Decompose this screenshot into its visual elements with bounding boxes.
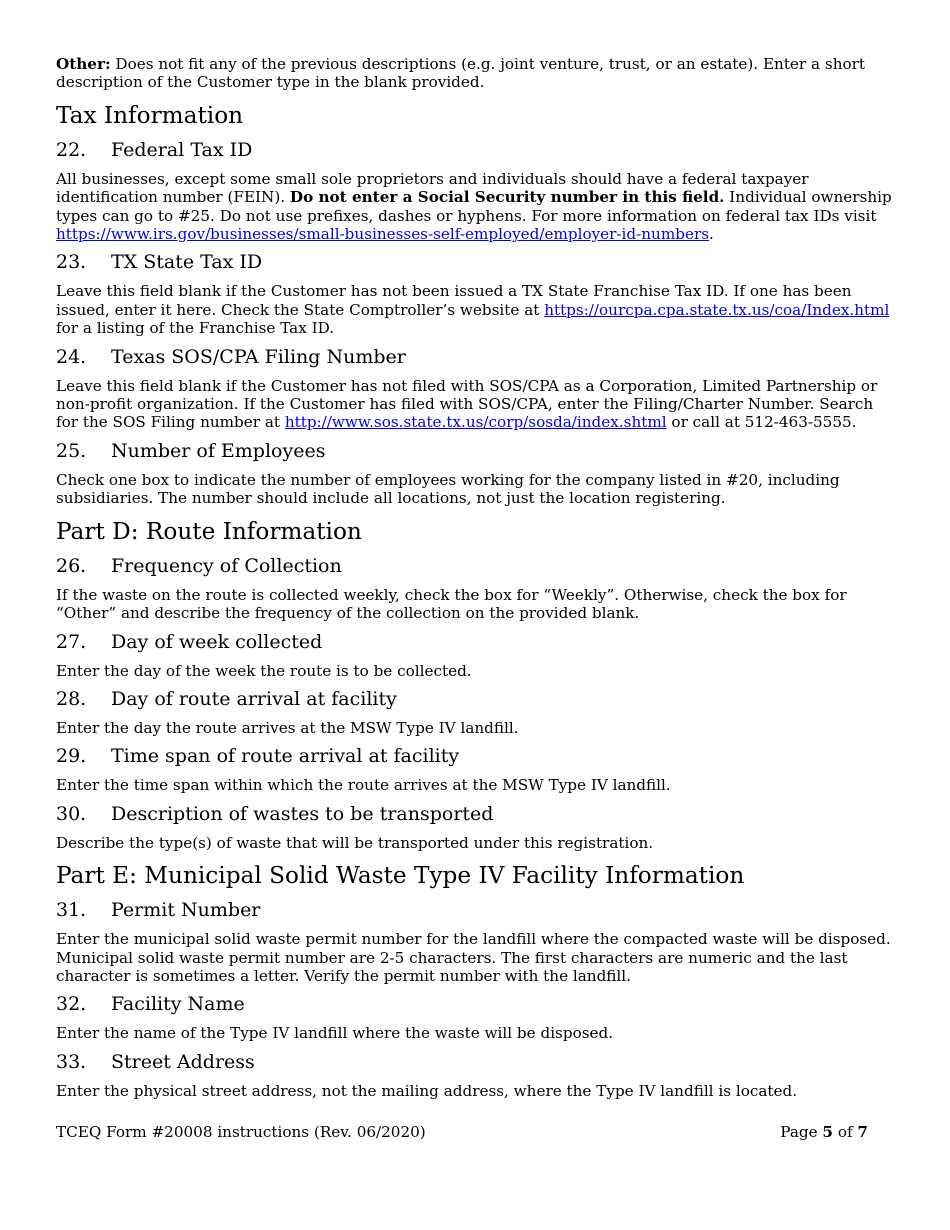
section-23-text-part2: for a listing of the Franchise Tax ID. [56,319,335,338]
section-25-title: Number of Employees [111,439,326,462]
section-24-number: 24. [56,345,87,368]
section-28-text: Enter the day the route arrives at the MSW Type IV landfill. [56,718,519,737]
section-24-title: Texas SOS/CPA Filing Number [111,345,406,368]
section-32-heading [56,992,896,1016]
irs-ein-link[interactable]: https://www.irs.gov/businesses/small-businesses-self-employed/employer-id-numbers [56,225,709,244]
part-d-heading: Part D: Route Information [56,517,362,545]
section-30-text: Describe the type(s) of waste that will be transported under this registration. [56,833,654,852]
section-32-number: 32. [56,993,87,1016]
section-26-title: Frequency of Collection [111,554,342,577]
section-23-text [56,282,896,337]
section-32-text: Enter the name of the Type IV landfill where the waste will be disposed. [56,1024,614,1043]
section-22-text [56,170,896,244]
section-22-text-part2: Individual ownership types can go to #25. Do not use prefixes, dashes or hyphens. For more information on federal tax IDs visit [56,188,892,225]
part-e-heading: Part E: Municipal Solid Waste Type IV Facility Information [56,862,745,890]
section-32-title: Facility Name [111,993,245,1016]
section-22-title: Federal Tax ID [111,138,253,161]
section-31-heading [56,898,896,922]
section-33-title: Street Address [111,1050,255,1073]
section-29-heading [56,744,896,768]
section-31-title: Permit Number [111,899,261,922]
section-24-text [56,377,896,432]
comptroller-link[interactable]: https://ourcpa.cpa.state.tx.us/coa/Index.html [544,300,890,319]
section-27-title: Day of week collected [111,630,323,653]
section-22-text-part3: . [709,225,714,244]
section-31-number: 31. [56,899,87,922]
section-33-text: Enter the physical street address, not the mailing address, where the Type IV landfill is located. [56,1081,798,1100]
footer-form-name: TCEQ Form #20008 instructions (Rev. 06/2020) [56,1123,426,1141]
intro-text: Does not fit any of the previous descriptions (e.g. joint venture, trust, or an estate). Enter a short description of the Customer type in the blank provided. [56,55,865,92]
sos-filing-link[interactable]: http://www.sos.state.tx.us/corp/sosda/index.shtml [284,413,667,432]
section-23-text-part1: Leave this field blank if the Customer has not been issued a TX State Franchise Tax ID. If one has been issued, enter it here. Check the State Comptroller’s website at [56,282,852,319]
page-footer [56,1122,868,1142]
intro-bold: Other: [56,55,111,73]
section-25-heading [56,439,896,463]
section-31-text: Enter the municipal solid waste permit number for the landfill where the compacted waste will be disposed. Municipal solid waste permit number are 2-5 characters. The first characters are numeric and the last character is sometimes a letter. Verify the permit number with the landfill. [56,930,891,985]
footer-page-of: of [833,1123,858,1141]
section-27-number: 27. [56,630,87,653]
section-30-title: Description of wastes to be transported [111,802,494,825]
section-29-text: Enter the time span within which the route arrives at the MSW Type IV landfill. [56,776,671,795]
page-content [56,55,896,1100]
footer-current-page: 5 [822,1123,833,1141]
tax-information-heading: Tax Information [56,101,244,129]
section-29-title: Time span of route arrival at facility [111,745,460,768]
section-23-heading [56,250,896,274]
section-22-text-part1: All businesses, except some small sole proprietors and individuals should have a federal taxpayer identification number (FEIN). [56,169,809,207]
section-22-number: 22. [56,138,87,161]
section-27-heading [56,630,896,654]
section-23-number: 23. [56,251,87,274]
footer-page-number [780,1122,868,1142]
section-24-text-part2: or call at 512-463-5555. [666,413,857,432]
section-26-heading [56,554,896,578]
section-27-text: Enter the day of the week the route is to be collected. [56,661,472,680]
section-26-text: If the waste on the route is collected weekly, check the box for “Weekly”. Otherwise, check the box for “Other” and describe the frequency of the collection on the provided blank. [56,585,847,623]
footer-page-prefix: Page [780,1123,823,1141]
section-33-number: 33. [56,1050,87,1073]
section-22-bold-warning: Do not enter a Social Security number in this field. [289,188,725,207]
section-28-title: Day of route arrival at facility [111,687,397,710]
section-25-number: 25. [56,439,87,462]
section-22-heading [56,138,896,162]
section-25-text: Check one box to indicate the number of employees working for the company listed in #20, including subsidiaries. The number should include all locations, not just the location registering. [56,470,840,508]
section-24-heading [56,345,896,369]
section-24-text-part1: Leave this field blank if the Customer has not filed with SOS/CPA as a Corporation, Limited Partnership or non-profit organization. If the Customer has filed with SOS/CPA, enter the Filing/Charter Number. Search for the SOS Filing number at [56,376,878,432]
section-23-title: TX State Tax ID [111,251,263,274]
section-30-number: 30. [56,802,87,825]
section-29-number: 29. [56,745,87,768]
section-26-number: 26. [56,554,87,577]
footer-total-pages: 7 [857,1123,868,1141]
section-28-heading [56,687,896,711]
section-33-heading [56,1050,896,1074]
section-28-number: 28. [56,687,87,710]
intro-paragraph [56,55,896,92]
section-30-heading [56,802,896,826]
